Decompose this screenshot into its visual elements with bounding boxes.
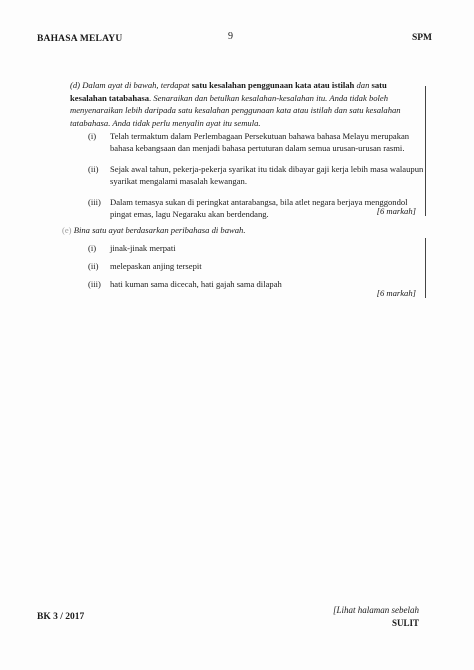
question-e-marks: [6 markah] [376, 288, 416, 298]
list-item [88, 130, 428, 154]
question-d-label: (d) [70, 80, 81, 90]
margin-rule [425, 238, 426, 298]
item-text: hati kuman sama dicecah, hati gajah sama dilapah [110, 279, 282, 289]
list-item [88, 260, 428, 272]
item-text: Telah termaktum dalam Perlembagaan Persekutuan bahawa bahasa Melayu merupakan bahasa kebangsaan dan menjadi bahasa pertuturan dalam semua urusan-urusan rasmi. [110, 131, 410, 153]
item-text: Dalam temasya sukan di peringkat antarabangsa, bila atlet negara berjaya menggondol pingat emas, lagu Negaraku akan berdendang. [110, 197, 408, 219]
classification-label: SULIT [391, 618, 419, 628]
list-item [88, 163, 428, 187]
subject-header: BAHASA MELAYU [37, 34, 123, 44]
item-number: (ii) [88, 164, 99, 174]
item-number: (i) [88, 243, 97, 253]
footer-right [333, 604, 419, 630]
question-d-intro-1: Dalam ayat di bawah, terdapat [82, 80, 190, 90]
question-d-marks: [6 markah] [376, 206, 416, 216]
question-e-instructions [62, 225, 412, 235]
item-text: melepaskan anjing tersepit [110, 261, 202, 271]
item-number: (ii) [88, 261, 99, 271]
question-d-instructions: (d) Dalam ayat di bawah, terdapat satu kesalahan penggunaan kata atau istilah dan satu kesalahan tatabahasa. Senaraikan dan betulkan kesalahan-kesalahan itu. Anda tidak boleh menyenaraikan lebih daripada satu kesalahan penggunaan kata atau istilah dan satu kesalahan tatabahasa. Anda tidak perlu menyalin ayat itu semula. [70, 80, 401, 128]
turn-over-note: [Lihat halaman sebelah [332, 605, 419, 615]
page-number: 9 [228, 31, 233, 42]
exam-header: SPM [411, 33, 432, 43]
question-d-instructions-text: Senaraikan dan betulkan kesalahan-kesalahan itu. Anda tidak boleh menyenaraikan lebih daripada satu kesalahan penggunaan kata atau istilah dan satu kesalahan tatabahasa. Anda tidak perlu menyalin ayat itu semula. [70, 92, 401, 128]
question-d-intro-2: dan [356, 80, 370, 90]
item-number: (iii) [88, 279, 101, 289]
question-e-label: (e) [62, 225, 72, 235]
item-number: (iii) [88, 197, 101, 207]
list-item [88, 242, 428, 254]
question-e-instruction-text: Bina satu ayat berdasarkan peribahasa di bawah. [73, 225, 246, 235]
question-d-bold-2: satu kesalahan tatabahasa [70, 80, 387, 103]
item-number: (i) [88, 131, 97, 141]
margin-rule [425, 86, 426, 216]
item-text: Sejak awal tahun, pekerja-pekerja syarikat itu tidak dibayar gaji kerja lebih masa walaupun syarikat mengalami masalah kewangan. [110, 164, 424, 186]
paper-code: BK 3 / 2017 [37, 612, 85, 622]
question-d-bold-1: satu kesalahan penggunaan kata atau istilah [191, 80, 355, 90]
item-text: jinak-jinak merpati [110, 243, 176, 253]
